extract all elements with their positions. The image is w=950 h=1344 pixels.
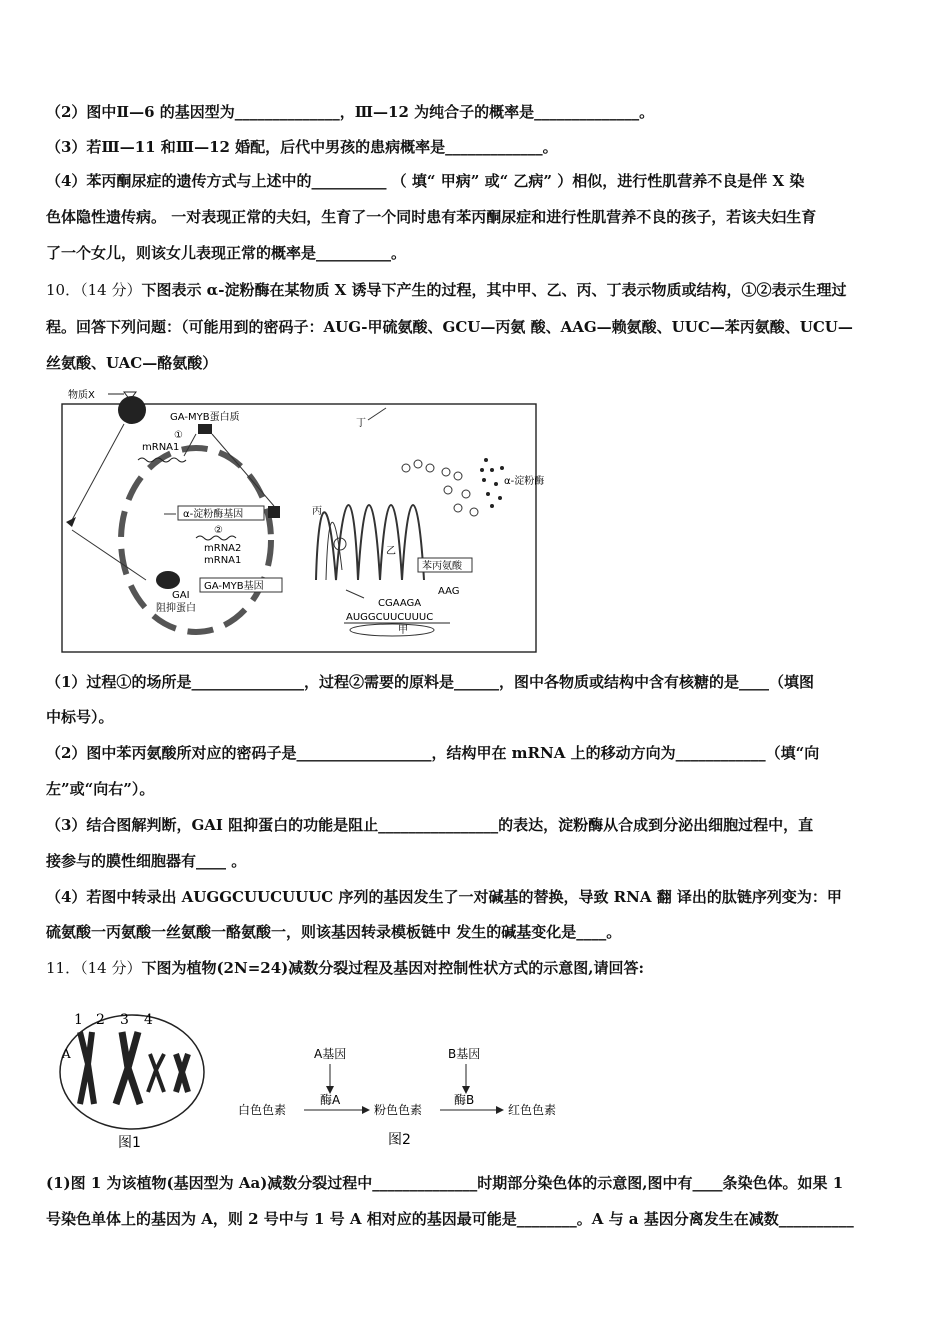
gene-b-label: B基因 <box>448 1047 481 1061</box>
amylase-gene-label: α-淀粉酶基因 <box>183 509 244 520</box>
jia-label: 甲 <box>398 625 408 636</box>
question-11-number: 11．（14 分） <box>46 959 142 977</box>
aag-label: AAG <box>438 586 460 597</box>
chromatid-number-2: 2 <box>96 1012 105 1028</box>
figure1-label: 图1 <box>118 1135 141 1151</box>
question-11-part-1: (1)图 1 为该植物(基因型为 Aa)减数分裂过程中______________时期部分染色体的示意图,图中有____条染色体。如果 1 <box>46 1174 844 1192</box>
step1-label: ① <box>174 430 183 441</box>
mrna-seq-label: AUGGCUUCUUUC <box>346 612 434 623</box>
ga-myb-protein-label: GA-MYB蛋白质 <box>170 412 240 423</box>
pathway-figure <box>232 1040 582 1150</box>
mrna1b-label: mRNA1 <box>204 555 242 566</box>
chromatid-number-1: 1 <box>74 1012 83 1028</box>
ga-myb-gene-label: GA-MYB基因 <box>204 581 264 592</box>
bing-label: 丙 <box>312 506 322 517</box>
question-9-part-2: （2）图中Ⅱ—6 的基因型为______________，Ⅲ—12 为纯合子的概率是______________。 <box>46 103 655 121</box>
chromatid-number-4: 4 <box>144 1012 153 1028</box>
chromatid-number-3: 3 <box>120 1012 129 1028</box>
mrna1-label: mRNA1 <box>142 442 180 453</box>
question-9-part-3: （3）若Ⅲ—11 和Ⅲ—12 婚配，后代中男孩的患病概率是_____________。 <box>46 138 558 156</box>
repressor-label: 阻抑蛋白 <box>156 603 196 614</box>
anticodons-label: CGAAGA <box>378 598 422 609</box>
question-10-part-4: （4）若图中转录出 AUGGCUUCUUUC 序列的基因发生了一对碱基的替换，导致 RNA 翻 译出的肽链序列变为：甲 <box>46 888 842 906</box>
ding-label: 丁 <box>356 418 366 429</box>
figure2-label: 图2 <box>388 1132 411 1148</box>
question-10-part-2-line2: 左”或“向右”）。 <box>46 780 155 798</box>
gai-label: GAI <box>172 590 190 601</box>
gene-a-label: A基因 <box>314 1047 347 1061</box>
allele-a-label: A <box>62 1047 71 1061</box>
white-pigment-label: 白色色素 <box>238 1103 287 1117</box>
question-10-stem-line2: 程。回答下列问题：（可能用到的密码子：AUG-甲硫氨酸、GCU—丙氨 酸、AAG—赖氨酸、UUC—苯丙氨酸、UCU— <box>46 318 853 336</box>
question-10-part-2: （2）图中苯丙氨酸所对应的密码子是__________________，结构甲在 mRNA 上的移动方向为____________（填“向 <box>46 744 820 762</box>
step2-label: ② <box>214 525 223 536</box>
amylase-figure <box>46 380 566 670</box>
mrna2-label: mRNA2 <box>204 543 242 554</box>
question-10-part-3-line2: 接参与的膜性细胞器有____ 。 <box>46 852 247 870</box>
enzyme-a-label: 酶A <box>320 1093 341 1107</box>
pink-pigment-label: 粉色色素 <box>374 1103 423 1117</box>
question-10-number: 10．（14 分） <box>46 281 142 299</box>
enzyme-b-label: 酶B <box>454 1093 475 1107</box>
phe-label: 苯丙氨酸 <box>422 561 462 572</box>
question-10-stem-line3: 丝氨酸、UAC—酪氨酸） <box>46 354 218 372</box>
question-10-part-4-line2: 硫氨酸一丙氨酸一丝氨酸一酪氨酸一，则该基因转录模板链中 发生的碱基变化是____。 <box>46 923 622 941</box>
question-10-stem <box>46 280 906 300</box>
question-11-part-1-line2: 号染色单体上的基因为 A，则 2 号中与 1 号 A 相对应的基因最可能是________。A 与 a 基因分离发生在减数__________ <box>46 1210 854 1228</box>
question-9-part-4: （4）苯丙酮尿症的遗传方式与上述中的__________ （ 填“ 甲病” 或“ 乙病” ）相似，进行性肌营养不良是伴 X 染 <box>46 172 805 190</box>
substance-x-label: 物质X <box>68 390 95 401</box>
question-10-stem-text: 下图表示 α-淀粉酶在某物质 X 诱导下产生的过程，其中甲、乙、丙、丁表示物质或结构，①②表示生理过 <box>141 281 847 299</box>
question-11-stem <box>46 958 906 978</box>
amylase-label: α-淀粉酶 <box>504 476 545 487</box>
question-10-part-3: （3）结合图解判断，GAI 阻抑蛋白的功能是阻止________________的表达，淀粉酶从合成到分泌出细胞过程中，直 <box>46 816 814 834</box>
question-11-stem-text: 下图为植物(2N=24)减数分裂过程及基因对控制性状方式的示意图,请回答: <box>141 959 645 977</box>
question-9-part-4-line3: 了一个女儿，则该女儿表现正常的概率是__________。 <box>46 244 407 262</box>
question-10-part-1: （1）过程①的场所是_______________，过程②需要的原料是______，图中各物质或结构中含有核糖的是____（填图 <box>46 673 814 691</box>
red-pigment-label: 红色色素 <box>508 1103 557 1117</box>
yi-label: 乙 <box>386 546 396 557</box>
meiosis-figure <box>46 1004 221 1154</box>
question-10-part-1-line2: 中标号）。 <box>46 708 114 726</box>
question-9-part-4-line2: 色体隐性遗传病。 一对表现正常的夫妇，生育了一个同时患有苯丙酮尿症和进行性肌营养不良的孩子，若该夫妇生育 <box>46 208 817 226</box>
